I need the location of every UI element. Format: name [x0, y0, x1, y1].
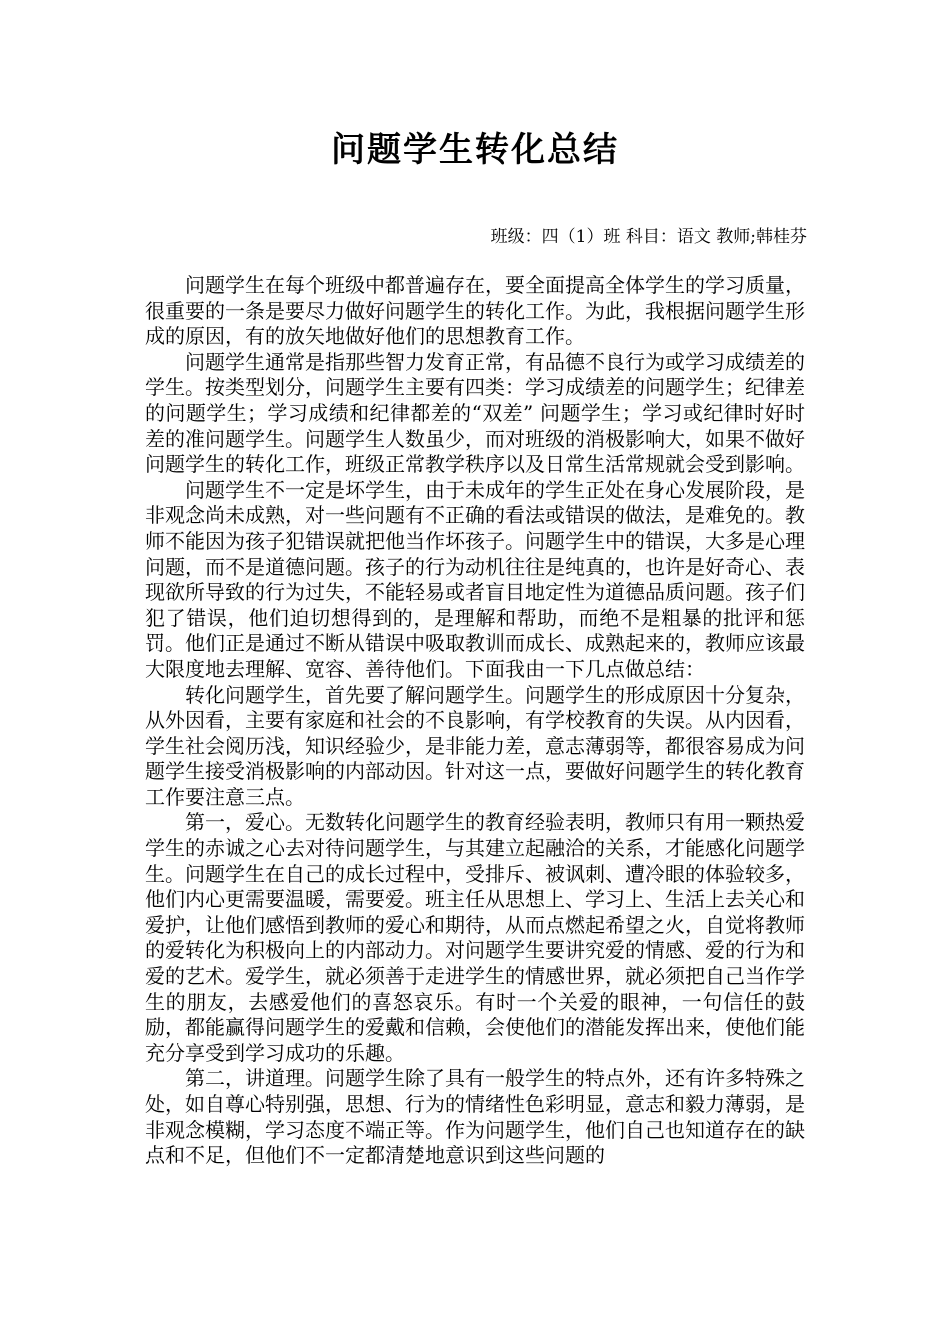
document-title: 问题学生转化总结 [331, 130, 619, 170]
class-subject-teacher-line: 班级：四（1）班 科目：语文 教师;韩桂芬 [490, 227, 807, 247]
document-body [145, 273, 805, 1169]
paragraph: 问题学生通常是指那些智力发育正常，有品德不良行为或学习成绩差的学生。按类型划分，问题学生主要有四类：学习成绩差的问题学生；纪律差的问题学生；学习成绩和纪律都差的“双差” 问题学生；学习或纪律时好时差的准问题学生。问题学生人数虽少，而对班级的消极影响大，如果不做好问题学生的转化工作，班级正常教学秩序以及日常生活常规就会受到影响。 [145, 349, 805, 477]
paragraph: 转化问题学生，首先要了解问题学生。问题学生的形成原因十分复杂，从外因看，主要有家庭和社会的不良影响，有学校教育的失误。从内因看，学生社会阅历浅，知识经验少，是非能力差，意志薄弱等，都很容易成为问题学生接受消极影响的内部动因。针对这一点，要做好问题学生的转化教育工作要注意三点。 [145, 682, 805, 809]
paragraph: 问题学生在每个班级中都普遍存在，要全面提高全体学生的学习质量，很重要的一条是要尽力做好问题学生的转化工作。为此，我根据问题学生形成的原因，有的放矢地做好他们的思想教育工作。 [145, 273, 805, 349]
paragraph: 问题学生不一定是坏学生，由于未成年的学生正处在身心发展阶段，是非观念尚未成熟，对一些问题有不正确的看法或错误的做法，是难免的。教师不能因为孩子犯错误就把他当作坏孩子。问题学生中的错误，大多是心理问题，而不是道德问题。孩子的行为动机往往是纯真的，也许是好奇心、表现欲所导致的行为过失，不能轻易或者盲目地定性为道德品质问题。孩子们犯了错误，他们迫切想得到的，是理解和帮助，而绝不是粗暴的批评和惩罚。他们正是通过不断从错误中吸取教训而成长、成熟起来的，教师应该最大限度地去理解、宽容、善待他们。下面我由一下几点做总结： [145, 477, 805, 681]
paragraph: 第一，爱心。无数转化问题学生的教育经验表明，教师只有用一颗热爱学生的赤诚之心去对待问题学生，与其建立起融洽的关系，才能感化问题学生。问题学生在自己的成长过程中，受排斥、被讽刺、遭冷眼的体验较多，他们内心更需要温暖，需要爱。班主任从思想上、学习上、生活上去关心和爱护，让他们感悟到教师的爱心和期待，从而点燃起希望之火，自觉将教师的爱转化为积极向上的内部动力。对问题学生要讲究爱的情感、爱的行为和爱的艺术。爱学生，就必须善于走进学生的情感世界，就必须把自己当作学生的朋友，去感爱他们的喜怒哀乐。有时一个关爱的眼神，一句信任的鼓励，都能赢得问题学生的爱戴和信赖，会使他们的潜能发挥出来，使他们能充分享受到学习成功的乐趣。 [145, 810, 805, 1065]
paragraph: 第二，讲道理。问题学生除了具有一般学生的特点外，还有许多特殊之处，如自尊心特别强，思想、行为的情绪性色彩明显，意志和毅力薄弱，是非观念模糊，学习态度不端正等。作为问题学生，他们自己也知道存在的缺点和不足，但他们不一定都清楚地意识到这些问题的 [145, 1066, 805, 1168]
